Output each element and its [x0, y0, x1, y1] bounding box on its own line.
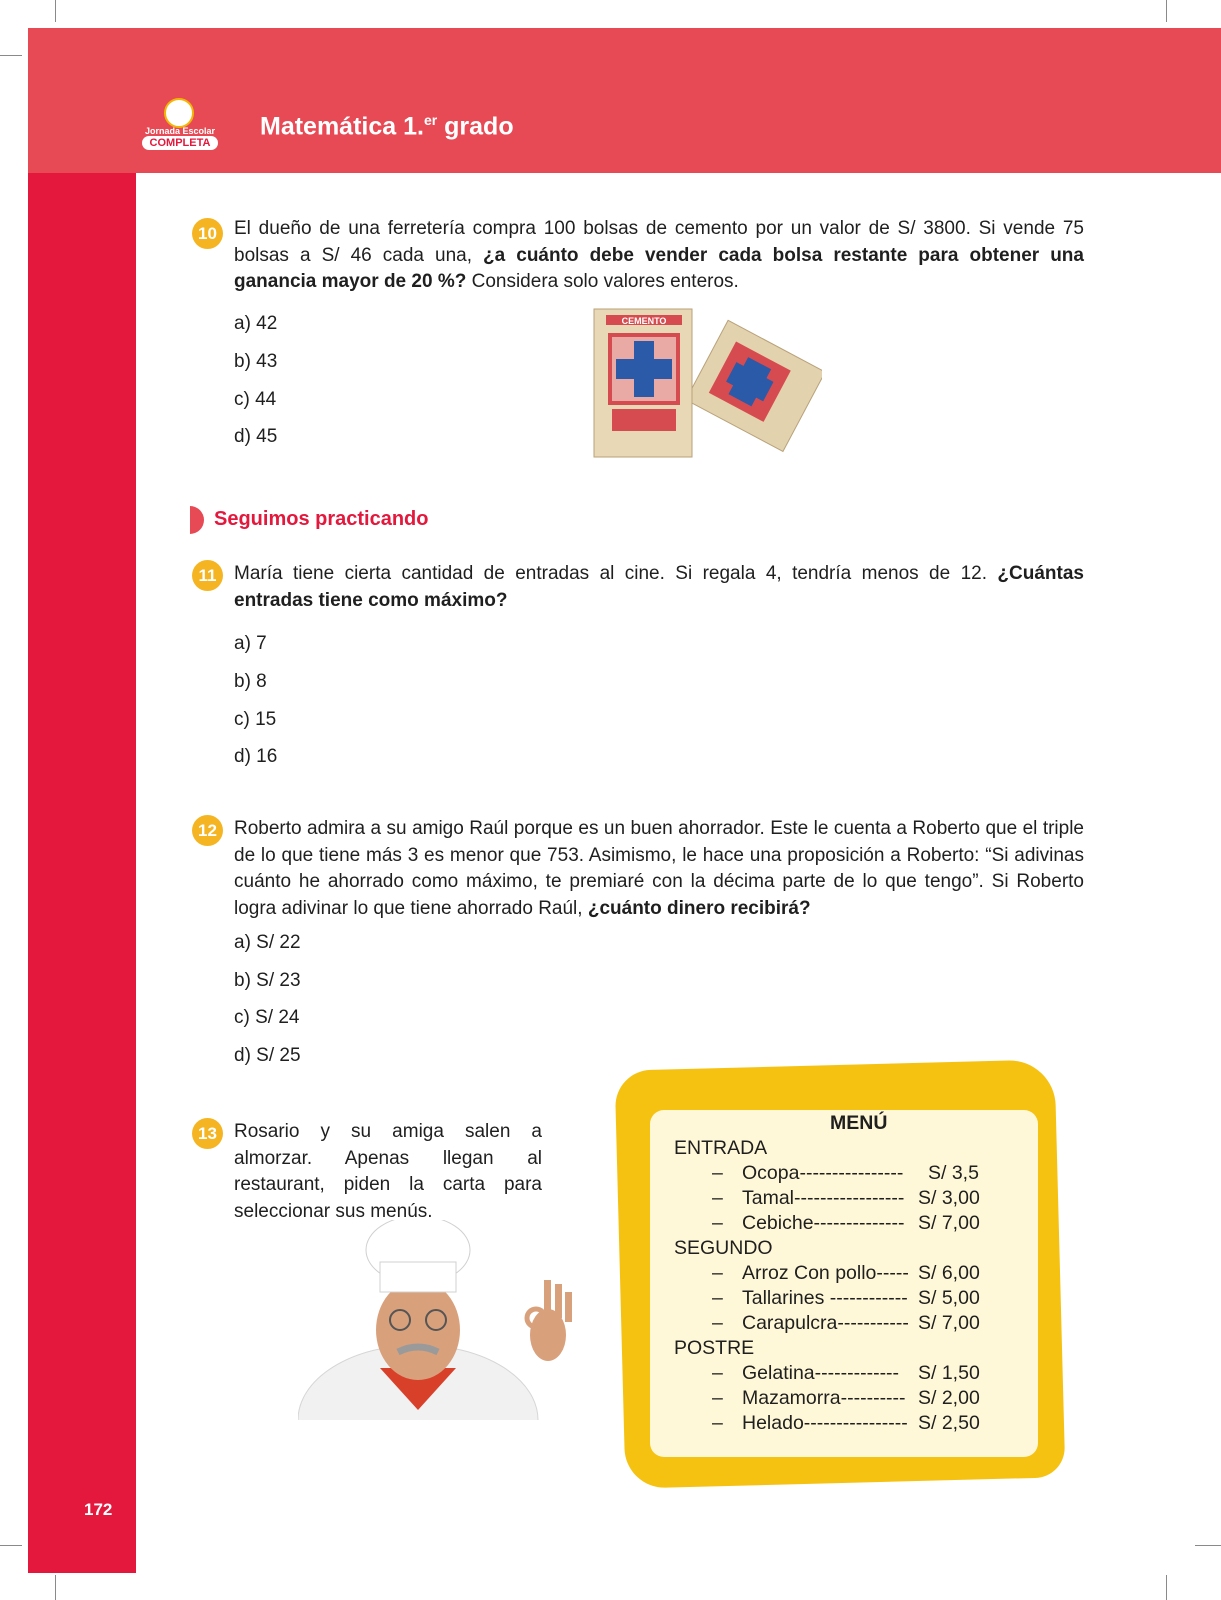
page-number: 172 — [84, 1500, 113, 1519]
question-number: 10 — [192, 218, 223, 249]
menu-dash: – — [712, 1187, 723, 1209]
title-superscript: er — [423, 112, 438, 128]
section-marker — [190, 506, 204, 534]
question-number: 12 — [192, 815, 223, 846]
cement-bags-image — [592, 305, 822, 460]
menu-dash: – — [712, 1312, 723, 1334]
option: d) S/ 25 — [234, 1045, 301, 1066]
menu-item-price: S/ 7,00 — [918, 1312, 980, 1334]
option: a) S/ 22 — [234, 932, 301, 953]
question-number: 11 — [192, 560, 223, 591]
menu-item-price: S/ 3,00 — [918, 1187, 980, 1209]
chef-image — [298, 1220, 588, 1420]
menu-item-price: S/ 1,50 — [918, 1362, 980, 1384]
crop-mark — [55, 0, 56, 22]
section-label: Seguimos practicando — [214, 508, 429, 530]
option: b) 8 — [234, 671, 267, 692]
option: c) 15 — [234, 709, 277, 730]
menu-item-price: S/ 6,00 — [918, 1262, 980, 1284]
question-11-text: María tiene cierta cantidad de entradas al cine. Si regala 4, tendría menos de 12. ¿Cuántas entradas tiene como máximo? — [234, 563, 1084, 611]
crop-mark — [1166, 0, 1167, 22]
menu-item-price: S/ 7,00 — [918, 1212, 980, 1234]
crop-mark — [1166, 1575, 1167, 1600]
crop-mark — [55, 1575, 56, 1600]
menu-dash: – — [712, 1387, 723, 1409]
logo-top-text: Jornada Escolar — [144, 126, 216, 136]
title-main: Matemática 1. — [260, 112, 424, 141]
option: d) 45 — [234, 426, 278, 447]
menu-item-name: Tallarines ------------ — [742, 1287, 908, 1309]
menu-dash: – — [712, 1412, 723, 1434]
menu-item-price: S/ 5,00 — [918, 1287, 980, 1309]
menu-item-price: S/ 3,5 — [928, 1162, 979, 1184]
crop-mark — [0, 1545, 22, 1546]
menu-item-name: Carapulcra----------- — [742, 1312, 909, 1334]
menu-item-name: Gelatina------------- — [742, 1362, 900, 1384]
menu-item-price: S/ 2,50 — [918, 1412, 980, 1434]
option: b) 43 — [234, 351, 278, 372]
menu-dash: – — [712, 1262, 723, 1284]
page-title — [260, 112, 514, 141]
menu-section-name: POSTRE — [674, 1337, 755, 1359]
option: d) 16 — [234, 746, 278, 767]
menu-dash: – — [712, 1162, 723, 1184]
school-logo — [140, 96, 220, 158]
menu-dash: – — [712, 1212, 723, 1234]
menu-item-name: Ocopa---------------- — [742, 1162, 904, 1184]
menu-dash: – — [712, 1362, 723, 1384]
menu-section-name: SEGUNDO — [674, 1237, 773, 1259]
crop-mark — [1195, 1545, 1221, 1546]
menu-item-name: Tamal----------------- — [742, 1187, 905, 1209]
logo-main-text: COMPLETA — [142, 136, 218, 150]
menu-item-name: Helado---------------- — [742, 1412, 908, 1434]
question-13-text: Rosario y su amiga salen a almorzar. Apenas llegan al restaurant, piden la carta para seleccionar sus menús. — [234, 1121, 542, 1222]
menu-item-price: S/ 2,00 — [918, 1387, 980, 1409]
bag-label: CEMENTO — [621, 316, 667, 326]
page-sidebar — [28, 173, 136, 1573]
option: a) 7 — [234, 633, 267, 654]
title-tail: grado — [437, 112, 514, 141]
menu-item-name: Cebiche-------------- — [742, 1212, 905, 1234]
menu-title: MENÚ — [830, 1112, 888, 1134]
option: c) S/ 24 — [234, 1007, 300, 1028]
question-10-text: El dueño de una ferretería compra 100 bolsas de cemento por un valor de S/ 3800. Si vende 75 bolsas a S/ 46 cada una, ¿a cuánto debe vender cada bolsa restante para obtener una ganancia mayor de 20 %? Considera solo valores enteros. — [234, 218, 1084, 292]
question-number: 13 — [192, 1118, 223, 1149]
menu-section-name: ENTRADA — [674, 1137, 768, 1159]
menu-item-name: Arroz Con pollo----- — [742, 1262, 909, 1284]
option: c) 44 — [234, 389, 277, 410]
crop-mark — [0, 55, 22, 56]
question-12-text: Roberto admira a su amigo Raúl porque es un buen ahorrador. Este le cuenta a Roberto que el triple de lo que tiene más 3 es menor que 753. Asimismo, le hace una proposición a Roberto: “Si adivinas cuánto he ahorrado como máximo, te premiaré con la décima parte de lo que tengo”. Si Roberto logra adivinar lo que tiene ahorrado Raúl, ¿cuánto dinero recibirá? — [234, 818, 1084, 919]
menu-dash: – — [712, 1287, 723, 1309]
menu-item-name: Mazamorra---------- — [742, 1387, 906, 1409]
option: b) S/ 23 — [234, 970, 301, 991]
sun-icon — [164, 98, 194, 128]
option: a) 42 — [234, 313, 278, 334]
